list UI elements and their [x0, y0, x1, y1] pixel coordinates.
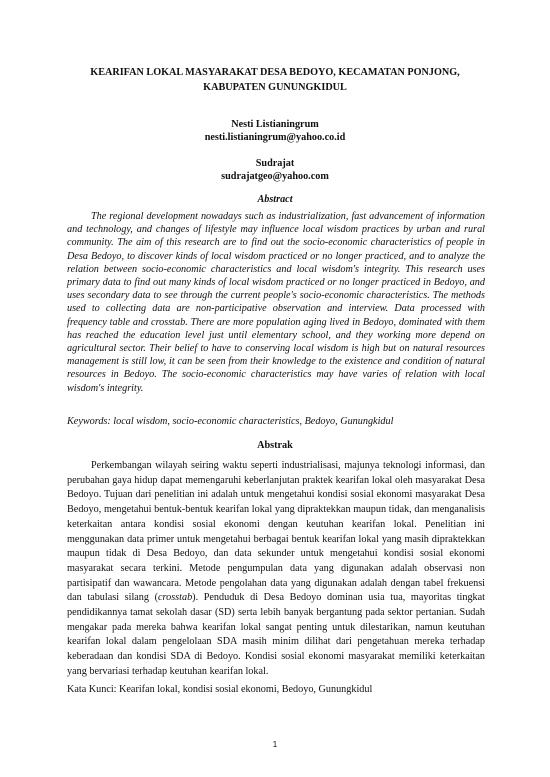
abstrak-heading: Abstrak [257, 440, 293, 451]
paper-title [60, 65, 490, 95]
title-line-2: KABUPATEN GUNUNGKIDUL [203, 82, 347, 93]
keywords: Keywords: local wisdom, socio-economic characteristics, Bedoyo, Gunungkidul [67, 416, 394, 427]
abstrak-text [67, 459, 485, 680]
page-number: 1 [272, 740, 278, 749]
abstrak-text-italic: crosstab [158, 592, 193, 604]
abstract-heading: Abstract [257, 194, 293, 205]
author-email-1: nesti.listianingrum@yahoo.co.id [204, 132, 346, 143]
author-name-1: Nesti Listianingrum [231, 119, 319, 130]
abstract-text: The regional development nowadays such as industrialization, fast advancement of information and technology, and changes of lifestyle may influence local wisdom practices by urban and rural community. The aim of this research are to find out the socio-economic characteristics of people in Desa Bedoyo, to discover kinds of local wisdom practiced or no longer practiced, and to analyze the relation between socio-economic characteristics and local wisdom's integrity. This research uses primary data to find out many kinds of local wisdom practiced or no longer practiced in Bedoyo, and uses secondary data to see through the current people's socio-economic characteristics. The methods used to collecting data are non-participative observation and interview. Data processed with frequency table and crosstab. There are more population aging lived in Bedoyo, dominated with them has reached the education level just until elementary school, and they working more depend on agricultural sector. Their belief to have to conserving local wisdom is high but on natural resources management is still low, it can be seen from their knowledge to the existence and condition of natural resources in Bedoyo. The socio-economic characteristics may have varies of relation with local wisdom's integrity. [67, 211, 485, 394]
author-email-2: sudrajatgeo@yahoo.com [221, 171, 329, 182]
abstrak-text-part-2: ). Penduduk di Desa Bedoyo dominan usia tua, mayoritas tingkat pendidikannya tamat sekolah dasar (SD) serta lebih banyak bergantung pada sektor pertanian. Sudah mengakar pada mereka bahwa kearifan lokal sangat penting untuk dilestarikan, namun keutuhan kearifan lokal dalam pengelolaan SDA masih minim dilihat dari pengetahuan mereka terhadap keberadaan dan kondisi SDA di Bedoyo. Kondisi sosial ekonomi masyarakat memiliki keterkaitan yang bervariasi terhadap keutuhan kearifan lokal. [67, 592, 486, 677]
author-name-2: Sudrajat [255, 158, 295, 169]
abstrak-text-part-1: Perkembangan wilayah seiring waktu seperti industrialisasi, majunya teknologi informasi, dan perubahan gaya hidup dapat memengaruhi keberlanjutan praktek kearifan lokal oleh masyarakat Desa Bedoyo. Tujuan dari penelitian ini adalah untuk mengetahui kondisi sosial ekonomi masyarakat Desa Bedoyo, mengetahui bentuk-bentuk kearifan lokal yang dipraktekkan maupun tidak, dan menganalisis keterkaitan antara kondisi sosial ekonomi dengan keutuhan kearifan lokal. Penelitian ini menggunakan data primer untuk mengetahui berbagai bentuk kearifan lokal yang masih dipraktekkan maupun tidak di Desa Bedoyo, dan data sekunder untuk mengetahui kondisi sosial ekonomi masyarakat secara terkini. Metode pengumpulan data yang digunakan adalah observasi non partisipatif dan wawancara. Metode pengolahan data yang digunakan adalah dengan tabel frekuensi dan tabulasi silang ( [67, 460, 485, 604]
title-line-1: KEARIFAN LOKAL MASYARAKAT DESA BEDOYO, KECAMATAN PONJONG, [90, 67, 460, 78]
kata-kunci: Kata Kunci: Kearifan lokal, kondisi sosial ekonomi, Bedoyo, Gunungkidul [67, 684, 373, 695]
